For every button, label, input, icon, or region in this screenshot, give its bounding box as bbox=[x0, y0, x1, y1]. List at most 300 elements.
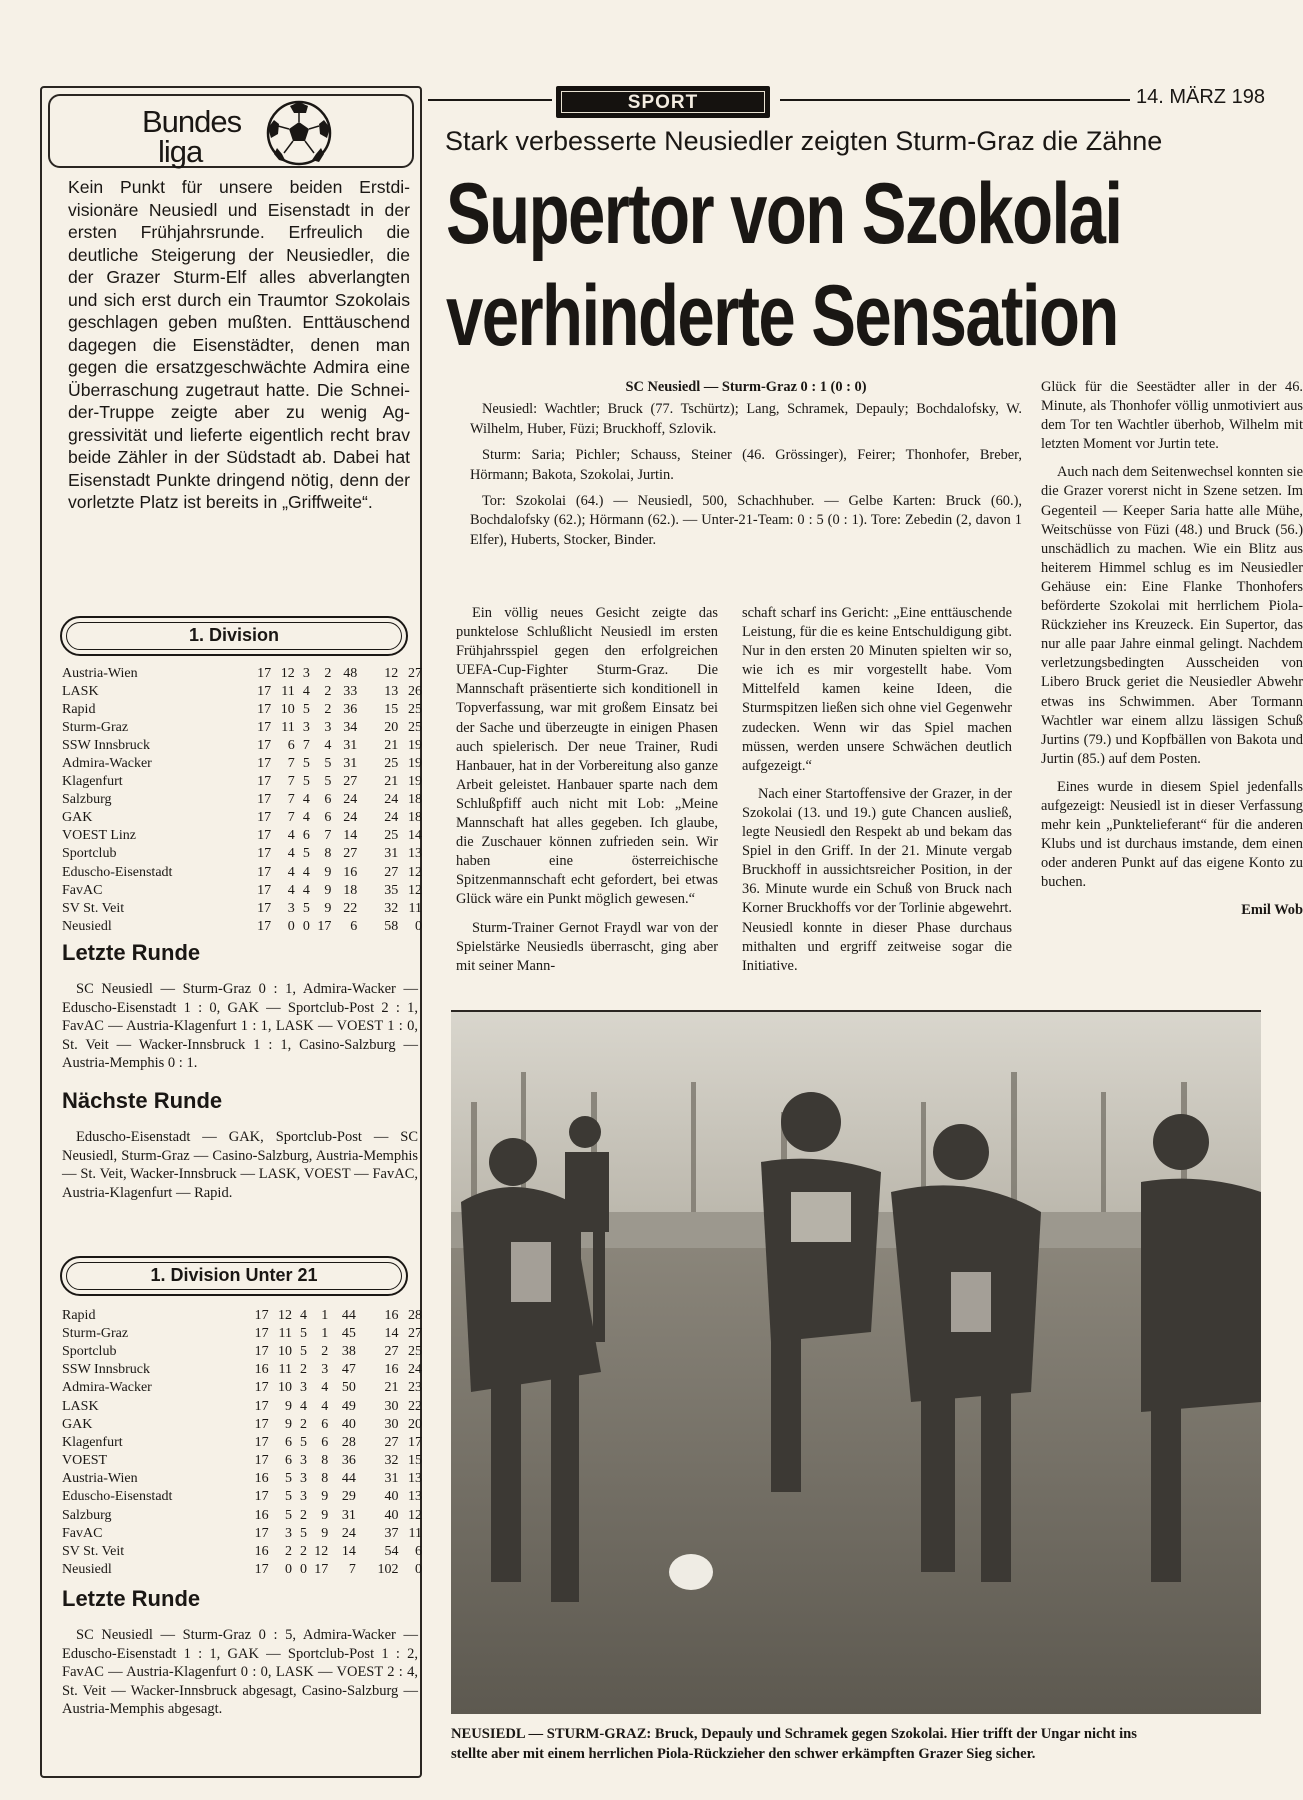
stat-cell: 17 bbox=[254, 1307, 269, 1323]
stat-cell: 6 bbox=[324, 792, 332, 808]
stat-cell: 18 bbox=[343, 882, 358, 898]
stat-cell: 102 bbox=[377, 1562, 399, 1578]
stat-cell: 11 bbox=[281, 683, 295, 699]
stat-cell: 12 bbox=[280, 665, 295, 681]
article-column-3 bbox=[1041, 378, 1303, 988]
stat-cell: 2 bbox=[299, 1544, 307, 1560]
table-row bbox=[62, 736, 422, 754]
stat-cell: 27 bbox=[384, 1343, 399, 1359]
photo-caption bbox=[451, 1724, 1271, 1764]
match-photo bbox=[451, 1010, 1261, 1712]
table-row bbox=[62, 773, 422, 791]
match-score: SC Neusiedl — Sturm-Graz 0 : 1 (0 : 0) bbox=[625, 379, 867, 395]
stat-cell: 3 bbox=[321, 1362, 329, 1378]
stat-cell: 19 bbox=[408, 756, 422, 772]
stat-cell: 3 bbox=[299, 1380, 307, 1396]
stat-cell: 8 bbox=[324, 846, 332, 862]
stat-cell: 48 bbox=[343, 665, 358, 681]
team-name: Neusiedl bbox=[62, 918, 112, 934]
stat-cell: 20 bbox=[384, 719, 399, 735]
bundesliga-sidebar bbox=[40, 86, 422, 1778]
stat-cell: 4 bbox=[299, 1307, 307, 1323]
caption-line-2: stellte aber mit einem herrlichen Piola-Rückzieher den schwer erkämpften Grazer Sieg sicher. bbox=[451, 1746, 1036, 1762]
next-round-fixtures: Eduscho-Eisenstadt — GAK, Sportclub-Post — SC Neusiedl, Sturm-Graz — Casino-Salzburg, Austria-Memphis — St. Veit, Wacker-Innsbruck — LASK, VOEST — FavAC, Austria-Klagenfurt — Rapid. bbox=[62, 1129, 418, 1201]
team-name: LASK bbox=[62, 683, 99, 699]
stat-cell: 2 bbox=[299, 1416, 307, 1432]
stat-cell: 2 bbox=[324, 683, 332, 699]
stat-cell: 5 bbox=[302, 756, 310, 772]
stat-cell: 17 bbox=[254, 1434, 269, 1450]
table-row bbox=[62, 881, 422, 899]
stat-cell: 8 bbox=[321, 1471, 329, 1487]
stat-cell: 0 bbox=[285, 1562, 293, 1578]
stat-cell: 27 bbox=[384, 864, 399, 880]
team-name: SSW Innsbruck bbox=[62, 1362, 151, 1378]
stat-cell: 19 bbox=[408, 774, 422, 790]
stat-cell: 7 bbox=[302, 737, 310, 753]
stat-cell: 15 bbox=[408, 1453, 422, 1469]
stat-cell: 12 bbox=[408, 1507, 422, 1523]
table-row bbox=[62, 1306, 422, 1324]
stat-cell: 17 bbox=[257, 683, 272, 699]
table-row bbox=[62, 1524, 422, 1542]
table-row bbox=[62, 863, 422, 881]
u21-last-round-heading: Letzte Runde bbox=[62, 1586, 201, 1611]
headline-line-1: Supertor von Szokolai bbox=[446, 166, 1122, 262]
stat-cell: 13 bbox=[408, 1471, 422, 1487]
stat-cell: 17 bbox=[254, 1325, 269, 1341]
stat-cell: 3 bbox=[285, 1525, 293, 1541]
table-row bbox=[62, 700, 422, 718]
team-name: FavAC bbox=[62, 882, 103, 898]
stat-cell: 40 bbox=[341, 1416, 356, 1432]
team-name: Eduscho-Eisenstadt bbox=[62, 1489, 173, 1505]
stat-cell: 16 bbox=[254, 1544, 269, 1560]
stat-cell: 29 bbox=[341, 1489, 356, 1505]
stat-cell: 5 bbox=[302, 846, 310, 862]
logo-word-liga: liga bbox=[158, 134, 203, 169]
stat-cell: 18 bbox=[408, 792, 422, 808]
table-row bbox=[62, 664, 422, 682]
stat-cell: 9 bbox=[324, 882, 332, 898]
issue-date: 14. MÄRZ 198 bbox=[1136, 86, 1265, 108]
goals-and-cards: Tor: Szokolai (64.) — Neusiedl, 500, Schachhuber. — Gelbe Karten: Bruck (60.), Bochdalofsky (62.); Hörmann (62.). — Unter-21-Team: 0 : 5 (0 : 1). Tore: Zebedin (2, davon 1 Elfer), Huberts, Stocker, Binder. bbox=[470, 493, 1022, 548]
u21-standings-table bbox=[62, 1306, 422, 1579]
stat-cell: 17 bbox=[257, 846, 272, 862]
stat-cell: 5 bbox=[324, 756, 332, 772]
stat-cell: 2 bbox=[324, 701, 332, 717]
table-row bbox=[62, 827, 422, 845]
stat-cell: 21 bbox=[384, 737, 399, 753]
division-title: 1. Division bbox=[188, 625, 280, 645]
stat-cell: 5 bbox=[302, 900, 310, 916]
table-row bbox=[62, 1561, 422, 1579]
stat-cell: 31 bbox=[384, 1471, 399, 1487]
stat-cell: 24 bbox=[384, 810, 399, 826]
stat-cell: 10 bbox=[278, 1343, 293, 1359]
stat-cell: 9 bbox=[321, 1507, 329, 1523]
stat-cell: 11 bbox=[408, 900, 422, 916]
last-round-results: SC Neusiedl — Sturm-Graz 0 : 1, Admira-Wacker — Eduscho-Eisenstadt 1 : 0, GAK — Sportclub-Post 2 : 1, FavAC — Austria-Klagenfurt 1 : 1, LASK — VOEST 1 : 0, St. Veit — Wacker-Innsbruck 1 : 1, Casino-Salzburg — Austria-Memphis 0 : 1. bbox=[62, 981, 418, 1071]
stat-cell: 4 bbox=[299, 1398, 307, 1414]
stat-cell: 9 bbox=[285, 1398, 293, 1414]
stat-cell: 17 bbox=[257, 737, 272, 753]
table-row bbox=[62, 718, 422, 736]
stat-cell: 49 bbox=[341, 1398, 356, 1414]
stat-cell: 0 bbox=[415, 1562, 422, 1578]
stat-cell: 4 bbox=[287, 864, 295, 880]
stat-cell: 2 bbox=[324, 665, 332, 681]
stat-cell: 11 bbox=[281, 719, 295, 735]
stat-cell: 5 bbox=[299, 1434, 307, 1450]
stat-cell: 28 bbox=[341, 1434, 356, 1450]
stat-cell: 0 bbox=[299, 1562, 307, 1578]
stat-cell: 16 bbox=[254, 1362, 269, 1378]
stat-cell: 14 bbox=[408, 828, 422, 844]
soccer-ball-icon bbox=[264, 98, 334, 168]
stat-cell: 16 bbox=[384, 1362, 399, 1378]
stat-cell: 35 bbox=[384, 882, 399, 898]
author-signature: Emil Wob bbox=[1241, 902, 1303, 919]
stat-cell: 17 bbox=[257, 918, 272, 934]
team-name: FavAC bbox=[62, 1525, 103, 1541]
stat-cell: 6 bbox=[350, 918, 358, 934]
stat-cell: 5 bbox=[299, 1525, 307, 1541]
team-name: SV St. Veit bbox=[62, 900, 125, 916]
lineup-sturm: Sturm: Saria; Pichler; Schauss, Steiner (46. Grössinger), Feirer; Thonhofer, Breber, Hörmann; Bakota, Szokolai, Jurtin. bbox=[470, 447, 1022, 483]
table-row bbox=[62, 899, 422, 917]
stat-cell: 3 bbox=[299, 1471, 307, 1487]
stat-cell: 17 bbox=[254, 1489, 269, 1505]
stat-cell: 38 bbox=[341, 1343, 356, 1359]
stat-cell: 25 bbox=[408, 701, 422, 717]
team-name: LASK bbox=[62, 1398, 99, 1414]
stat-cell: 16 bbox=[343, 864, 358, 880]
table-row bbox=[62, 1342, 422, 1360]
stat-cell: 24 bbox=[384, 792, 399, 808]
stat-cell: 17 bbox=[257, 719, 272, 735]
stat-cell: 17 bbox=[254, 1398, 269, 1414]
paragraph: Ein völlig neues Gesicht zeigte das punktelose Schlußlicht Neusiedl im ersten Frühjahrsspiel gegen den erfolgreichen UEFA-Cup-Fighter Sturm-Graz. Die Mannschaft präsentierte sich konditionell in Topverfassung, war mit großem Einsatz bei der Sache und überzeugte in einigen Phasen auch spielerisch. Der neue Trainer, Rudi Hanbauer, hat in der Vorbereitung also ganze Arbeit geleistet. Hanbauer sparte nach dem Schlußpfiff auch nicht mit Lob: „Meine Mannschaft hat alles gegeben. Ich glaube, die Zuschauer können zufrieden sein. Wir haben eine österreichische Spitzenmannschaft echt gefordert, bei etwas Glück wäre ein Punkt möglich gewesen.“ bbox=[456, 605, 718, 908]
team-name: Admira-Wacker bbox=[62, 1380, 152, 1396]
stat-cell: 7 bbox=[348, 1562, 356, 1578]
stat-cell: 27 bbox=[343, 846, 358, 862]
stat-cell: 10 bbox=[278, 1380, 293, 1396]
stat-cell: 54 bbox=[384, 1544, 399, 1560]
paragraph: Nach einer Startoffensive der Grazer, in der Szokolai (13. und 19.) gute Chancen ausließ, legte Neusiedl den Respekt ab und bekam das Spiel in den Griff. In der 21. Minute vergab Bruckhoff in aussichtsreicher Position, in der 36. Minute wurde ein Schuß von Bruck nach Korner Bruckhoffs vor der Torlinie abgewehrt. Neusiedl konnte in dieser Phase durchaus mithalten und ergriff zeitweise sogar die Initiative. bbox=[742, 785, 1012, 974]
team-name: Sportclub bbox=[62, 1343, 117, 1359]
match-photo-illustration bbox=[451, 1012, 1261, 1714]
stat-cell: 11 bbox=[408, 1525, 422, 1541]
stat-cell: 0 bbox=[287, 918, 295, 934]
stat-cell: 50 bbox=[341, 1380, 356, 1396]
stat-cell: 5 bbox=[285, 1507, 293, 1523]
stat-cell: 17 bbox=[408, 1434, 422, 1450]
stat-cell: 4 bbox=[321, 1380, 329, 1396]
stat-cell: 24 bbox=[341, 1525, 356, 1541]
stat-cell: 26 bbox=[408, 683, 422, 699]
article-column-1 bbox=[456, 604, 718, 985]
stat-cell: 4 bbox=[302, 683, 310, 699]
stat-cell: 40 bbox=[384, 1489, 399, 1505]
stat-cell: 17 bbox=[314, 1562, 329, 1578]
stat-cell: 27 bbox=[343, 774, 358, 790]
stat-cell: 5 bbox=[285, 1489, 293, 1505]
stat-cell: 9 bbox=[324, 864, 332, 880]
stat-cell: 32 bbox=[384, 900, 399, 916]
stat-cell: 12 bbox=[314, 1544, 329, 1560]
stat-cell: 27 bbox=[384, 1434, 399, 1450]
stat-cell: 11 bbox=[278, 1362, 293, 1378]
table-row bbox=[62, 682, 422, 700]
stat-cell: 6 bbox=[285, 1434, 293, 1450]
team-name: Klagenfurt bbox=[62, 774, 123, 790]
stat-cell: 31 bbox=[341, 1507, 356, 1523]
stat-cell: 5 bbox=[299, 1343, 307, 1359]
stat-cell: 34 bbox=[343, 719, 358, 735]
stat-cell: 31 bbox=[343, 737, 358, 753]
division-standings-table bbox=[62, 664, 422, 935]
table-row bbox=[62, 1488, 422, 1506]
table-row bbox=[62, 791, 422, 809]
stat-cell: 17 bbox=[254, 1380, 269, 1396]
stat-cell: 5 bbox=[302, 701, 310, 717]
stat-cell: 22 bbox=[343, 900, 358, 916]
table-row bbox=[62, 1433, 422, 1451]
stat-cell: 22 bbox=[408, 1398, 422, 1414]
stat-cell: 31 bbox=[343, 756, 358, 772]
stat-cell: 3 bbox=[302, 719, 310, 735]
stat-cell: 17 bbox=[257, 701, 272, 717]
stat-cell: 4 bbox=[287, 882, 295, 898]
stat-cell: 24 bbox=[343, 792, 358, 808]
table-row bbox=[62, 917, 422, 935]
headline-line-2: verhinderte Sensation bbox=[446, 268, 1118, 364]
team-name: Salzburg bbox=[62, 792, 112, 808]
stat-cell: 47 bbox=[341, 1362, 356, 1378]
stat-cell: 4 bbox=[287, 828, 295, 844]
bundesliga-logo bbox=[48, 94, 414, 168]
division-title-banner bbox=[60, 616, 408, 656]
team-name: SV St. Veit bbox=[62, 1544, 125, 1560]
stat-cell: 3 bbox=[324, 719, 332, 735]
stat-cell: 17 bbox=[254, 1343, 269, 1359]
stat-cell: 11 bbox=[278, 1325, 293, 1341]
stat-cell: 25 bbox=[408, 719, 422, 735]
stat-cell: 17 bbox=[257, 792, 272, 808]
stat-cell: 2 bbox=[321, 1343, 329, 1359]
stat-cell: 12 bbox=[384, 665, 399, 681]
team-name: Rapid bbox=[62, 1307, 96, 1323]
table-row bbox=[62, 845, 422, 863]
stat-cell: 7 bbox=[287, 810, 295, 826]
table-row bbox=[62, 809, 422, 827]
stat-cell: 6 bbox=[415, 1544, 422, 1560]
stat-cell: 30 bbox=[384, 1416, 399, 1432]
stat-cell: 2 bbox=[299, 1507, 307, 1523]
stat-cell: 6 bbox=[324, 810, 332, 826]
stat-cell: 36 bbox=[343, 701, 358, 717]
stat-cell: 6 bbox=[285, 1453, 293, 1469]
stat-cell: 5 bbox=[302, 774, 310, 790]
match-facts bbox=[470, 378, 1022, 557]
team-name: Klagenfurt bbox=[62, 1434, 123, 1450]
stat-cell: 2 bbox=[299, 1362, 307, 1378]
team-name: Admira-Wacker bbox=[62, 756, 152, 772]
stat-cell: 27 bbox=[408, 665, 422, 681]
team-name: Austria-Wien bbox=[62, 665, 138, 681]
stat-cell: 5 bbox=[299, 1325, 307, 1341]
stat-cell: 16 bbox=[254, 1507, 269, 1523]
stat-cell: 3 bbox=[299, 1489, 307, 1505]
team-name: SSW Innsbruck bbox=[62, 737, 151, 753]
sidebar-intro-text: Kein Punkt für unsere beiden Erstdivisionäre Neusiedl und Eisenstadt in der ersten Frühjahrsrunde. Erfreulich die deutliche Steigerung der Neusiedler, die der Grazer Sturm-Elf alles abverlangten und sich erst durch ein Traumtor Szokolais geschlagen geben mußten. Enttäuschend dagegen die Eisenstädter, denen man gegen die ersatzgeschwächte Admira eine Überraschung zugetraut hatte. Die Schneider-Truppe zeigte aber zu wenig Aggressivität und lieferte eigentlich recht brav beide Zähler in der Südstadt ab. Dabei hat Eisenstadt Punkte dringend nötig, denn der vorletzte Platz ist bereits in „Griffweite“. bbox=[68, 177, 410, 512]
stat-cell: 4 bbox=[324, 737, 332, 753]
stat-cell: 4 bbox=[287, 846, 295, 862]
header-rule-left bbox=[428, 99, 552, 101]
stat-cell: 25 bbox=[384, 828, 399, 844]
team-name: GAK bbox=[62, 1416, 93, 1432]
stat-cell: 4 bbox=[302, 882, 310, 898]
stat-cell: 4 bbox=[302, 810, 310, 826]
section-tag bbox=[556, 86, 770, 118]
stat-cell: 9 bbox=[324, 900, 332, 916]
stat-cell: 16 bbox=[384, 1307, 399, 1323]
stat-cell: 10 bbox=[280, 701, 295, 717]
table-row bbox=[62, 1415, 422, 1433]
header-rule-right bbox=[780, 99, 1130, 101]
stat-cell: 17 bbox=[257, 882, 272, 898]
table-row bbox=[62, 1506, 422, 1524]
stat-cell: 4 bbox=[302, 792, 310, 808]
stat-cell: 17 bbox=[257, 665, 272, 681]
stat-cell: 23 bbox=[408, 1380, 422, 1396]
stat-cell: 6 bbox=[321, 1434, 329, 1450]
stat-cell: 7 bbox=[324, 828, 332, 844]
stat-cell: 9 bbox=[321, 1489, 329, 1505]
team-name: Rapid bbox=[62, 701, 96, 717]
stat-cell: 13 bbox=[384, 683, 399, 699]
stat-cell: 12 bbox=[408, 864, 422, 880]
stat-cell: 6 bbox=[287, 737, 295, 753]
stat-cell: 17 bbox=[257, 900, 272, 916]
stat-cell: 7 bbox=[287, 774, 295, 790]
stat-cell: 7 bbox=[287, 792, 295, 808]
stat-cell: 14 bbox=[384, 1325, 399, 1341]
stat-cell: 25 bbox=[384, 756, 399, 772]
stat-cell: 58 bbox=[384, 918, 399, 934]
stat-cell: 25 bbox=[408, 1343, 422, 1359]
table-row bbox=[62, 1452, 422, 1470]
logo-word-bundes: Bundes bbox=[142, 104, 242, 139]
stat-cell: 3 bbox=[302, 665, 310, 681]
u21-title-banner bbox=[60, 1256, 408, 1296]
article-column-2 bbox=[742, 604, 1012, 985]
stat-cell: 8 bbox=[321, 1453, 329, 1469]
team-name: Sturm-Graz bbox=[62, 719, 129, 735]
team-name: VOEST Linz bbox=[62, 828, 137, 844]
stat-cell: 31 bbox=[384, 846, 399, 862]
team-name: VOEST bbox=[62, 1453, 108, 1469]
stat-cell: 13 bbox=[408, 846, 422, 862]
u21-last-round-results: SC Neusiedl — Sturm-Graz 0 : 5, Admira-Wacker — Eduscho-Eisenstadt 1 : 1, GAK — Sportclub-Post 1 : 2, FavAC — Austria-Klagenfurt 0 : 0, LASK — VOEST 2 : 4, St. Veit — Wacker-Innsbruck abgesagt, Casino-Salzburg — Austria-Memphis abgesagt. bbox=[62, 1627, 418, 1717]
caption-line-1: NEUSIEDL — STURM-GRAZ: Bruck, Depauly und Schramek gegen Szokolai. Hier trifft der Ungar nicht ins bbox=[451, 1726, 1137, 1742]
stat-cell: 21 bbox=[384, 1380, 399, 1396]
stat-cell: 1 bbox=[321, 1307, 329, 1323]
stat-cell: 13 bbox=[408, 1489, 422, 1505]
stat-cell: 32 bbox=[384, 1453, 399, 1469]
stat-cell: 6 bbox=[302, 828, 310, 844]
team-name: Sportclub bbox=[62, 846, 117, 862]
stat-cell: 33 bbox=[343, 683, 358, 699]
stat-cell: 12 bbox=[408, 882, 422, 898]
stat-cell: 17 bbox=[317, 918, 332, 934]
stat-cell: 14 bbox=[343, 828, 358, 844]
paragraph: schaft scharf ins Gericht: „Eine enttäuschende Leistung, für die es keine Entschuldigung gibt. Nur in den ersten 20 Minuten spielten wir so, wie ich es mir vorgestellt habe. Vom Mittelfeld kamen keine Ideen, die Sturmspitzen ließen sich ohne viel Gegenwehr zudecken. Wenn wir das Spiel machen müssen, werden unsere Schwächen deutlich aufgezeigt.“ bbox=[742, 605, 1012, 774]
table-row bbox=[62, 1397, 422, 1415]
stat-cell: 12 bbox=[278, 1307, 293, 1323]
stat-cell: 45 bbox=[341, 1325, 356, 1341]
u21-title: 1. Division Unter 21 bbox=[150, 1265, 318, 1285]
stat-cell: 4 bbox=[321, 1398, 329, 1414]
stat-cell: 6 bbox=[321, 1416, 329, 1432]
stat-cell: 30 bbox=[384, 1398, 399, 1414]
stat-cell: 44 bbox=[341, 1307, 356, 1323]
stat-cell: 9 bbox=[285, 1416, 293, 1432]
stat-cell: 28 bbox=[408, 1307, 422, 1323]
table-row bbox=[62, 1324, 422, 1342]
stat-cell: 24 bbox=[408, 1362, 422, 1378]
stat-cell: 0 bbox=[302, 918, 310, 934]
stat-cell: 37 bbox=[384, 1525, 399, 1541]
stat-cell: 14 bbox=[341, 1544, 356, 1560]
stat-cell: 17 bbox=[257, 864, 272, 880]
stat-cell: 0 bbox=[415, 918, 422, 934]
stat-cell: 2 bbox=[285, 1544, 293, 1560]
stat-cell: 17 bbox=[254, 1562, 269, 1578]
stat-cell: 4 bbox=[302, 864, 310, 880]
team-name: GAK bbox=[62, 810, 93, 826]
stat-cell: 17 bbox=[257, 756, 272, 772]
stat-cell: 3 bbox=[299, 1453, 307, 1469]
stat-cell: 5 bbox=[324, 774, 332, 790]
team-name: Sturm-Graz bbox=[62, 1325, 129, 1341]
stat-cell: 7 bbox=[287, 756, 295, 772]
stat-cell: 40 bbox=[384, 1507, 399, 1523]
stat-cell: 5 bbox=[285, 1471, 293, 1487]
paragraph: Auch nach dem Seitenwechsel konnten sie die Grazer vorerst nicht in Szene setzen. Im Gegenteil — Keeper Saria hatte alle Mühe, Weitschüsse von Füzi (48.) und Bruck (56.) unschädlich zu machen. Wie ein Blitz aus heiterem Himmel schlug es im Neusiedler Gehäuse ein: Eine Flanke Thonhofers beförderte Szokolai mit herrlichem Piola-Rückzieher ins Kreuzeck. Ein Supertor, das nur alle paar Jahre einmal gelingt. Nachdem verletzungsbedingten Ausscheiden von Libero Bruck geriet die Neusiedler Abwehr etwas ins Schwimmen. Aber Tormann Wachtler war einem allzu lässigen Schuß Jurtins (79.) und Kopfbällen von Bakota und Jurtin (85.) auf dem Posten. bbox=[1041, 464, 1303, 767]
stat-cell: 19 bbox=[408, 737, 422, 753]
stat-cell: 17 bbox=[254, 1416, 269, 1432]
paragraph: Sturm-Trainer Gernot Fraydl war von der Spielstärke Neusiedls überrascht, ging aber mit seiner Mann- bbox=[456, 919, 718, 974]
stat-cell: 36 bbox=[341, 1453, 356, 1469]
table-row bbox=[62, 1361, 422, 1379]
team-name: Neusiedl bbox=[62, 1562, 112, 1578]
table-row bbox=[62, 1379, 422, 1397]
lineup-neusiedl: Neusiedl: Wachtler; Bruck (77. Tschürtz); Lang, Schramek, Depauly; Bochdalofsky, W. Wilhelm, Huber, Füzi; Bruckhoff, Szlovik. bbox=[470, 401, 1022, 437]
stat-cell: 27 bbox=[408, 1325, 422, 1341]
stat-cell: 44 bbox=[341, 1471, 356, 1487]
stat-cell: 21 bbox=[384, 774, 399, 790]
table-row bbox=[62, 1542, 422, 1560]
stat-cell: 17 bbox=[257, 828, 272, 844]
stat-cell: 20 bbox=[408, 1416, 422, 1432]
team-name: Austria-Wien bbox=[62, 1471, 138, 1487]
stat-cell: 24 bbox=[343, 810, 358, 826]
stat-cell: 17 bbox=[254, 1525, 269, 1541]
stat-cell: 18 bbox=[408, 810, 422, 826]
article-kicker: Stark verbesserte Neusiedler zeigten Sturm-Graz die Zähne bbox=[445, 126, 1163, 156]
